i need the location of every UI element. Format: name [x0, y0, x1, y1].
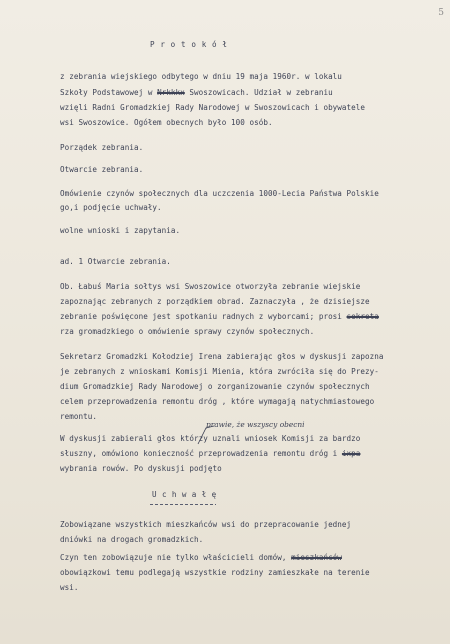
agenda-item: go,i podjęcie uchwały. [60, 203, 162, 212]
text-line: z zebrania wiejskiego odbytego w dniu 19 maja 1960r. w lokalu [60, 72, 342, 81]
text-line [60, 88, 333, 98]
text-line: wsi. [60, 583, 79, 592]
resolution-heading: U c h w a ł ę [152, 490, 217, 499]
text-line: Ob. Łabuś Maria sołtys wsi Swoszowice otworzyła zebranie wiejskie [60, 282, 361, 291]
text-line [60, 312, 379, 322]
heading-underline [150, 504, 216, 505]
text-line [60, 553, 342, 563]
text-line: dium Gromadzkiej Rady Narodowej o zorganizowanie czynów społecznych [60, 382, 370, 391]
text-line: wybrania rowów. Po dyskusji podjęto [60, 464, 222, 473]
text-fragment: zebranie poświęcone jest spotkaniu radnych z wyborcami; prosi [60, 312, 342, 321]
text-line: rza gromadzkiego o omówienie sprawy czynów społecznych. [60, 327, 315, 336]
text-line: wsi Swoszowice. Ogółem obecnych było 100 osób. [60, 118, 273, 127]
section-heading: ad. 1 Otwarcie zebrania. [60, 257, 171, 266]
text-line: remontu. [60, 412, 97, 421]
agenda-heading: Porządek zebrania. [60, 143, 144, 152]
text-line: je zebranych z wnioskami Komisji Mienia, która zwróciła się do Prezy- [60, 367, 379, 376]
text-line: obowiązkowi temu podlegają wszystkie rodziny zamieszkałe na terenie [60, 568, 370, 577]
text-line: Zobowiązane wszystkich mieszkańców wsi do przepracowanie jednej [60, 520, 352, 529]
text-fragment: Czyn ten zobowiązuje nie tylko właścicieli domów, [60, 553, 287, 562]
text-line: celem przeprowadzenia remontu dróg , które wymagają natychmiastowego [60, 397, 375, 406]
text-line: zapoznając zebranych z porządkiem obrad. Zaznaczyła , że dzisiejsze [60, 297, 370, 306]
text-fragment: Swoszowicach. Udział w zebraniu [184, 88, 333, 97]
text-line [60, 449, 360, 459]
page-corner-mark: 5 [438, 8, 444, 18]
text-line: Sekretarz Gromadzki Kołodziej Irena zabierając głos w dyskusji zapozna [60, 352, 384, 361]
text-line: dniówki na drogach gromadzkich. [60, 535, 204, 544]
struck-text: mieszkańców [291, 553, 342, 562]
text-line: wzięli Radni Gromadzkiej Rady Narodowej w Swoszowicach i obywatele [60, 103, 366, 112]
agenda-item: wolne wnioski i zapytania. [60, 226, 181, 235]
document-title: P r o t o k ó ł [150, 40, 228, 49]
agenda-item: Otwarcie zebrania. [60, 165, 144, 174]
handwritten-insertion: prawie, że wszyscy obecni [206, 420, 305, 429]
text-line: W dyskusji zabierali głos którzy uznali wniosek Komisji za bardzo [60, 434, 361, 443]
text-fragment: Szkoły Podstawowej w [60, 88, 158, 97]
struck-text: sekreta [346, 312, 379, 321]
struck-text: ixpa [341, 449, 361, 458]
struck-text: Nrkkkx [157, 88, 185, 97]
text-fragment: słuszny, omówiono konieczność przeprowadzenia remontu dróg i [60, 449, 338, 458]
agenda-item: Omówienie czynów społecznych dla uczczenia 1000-Lecia Państwa Polskie [60, 189, 379, 198]
